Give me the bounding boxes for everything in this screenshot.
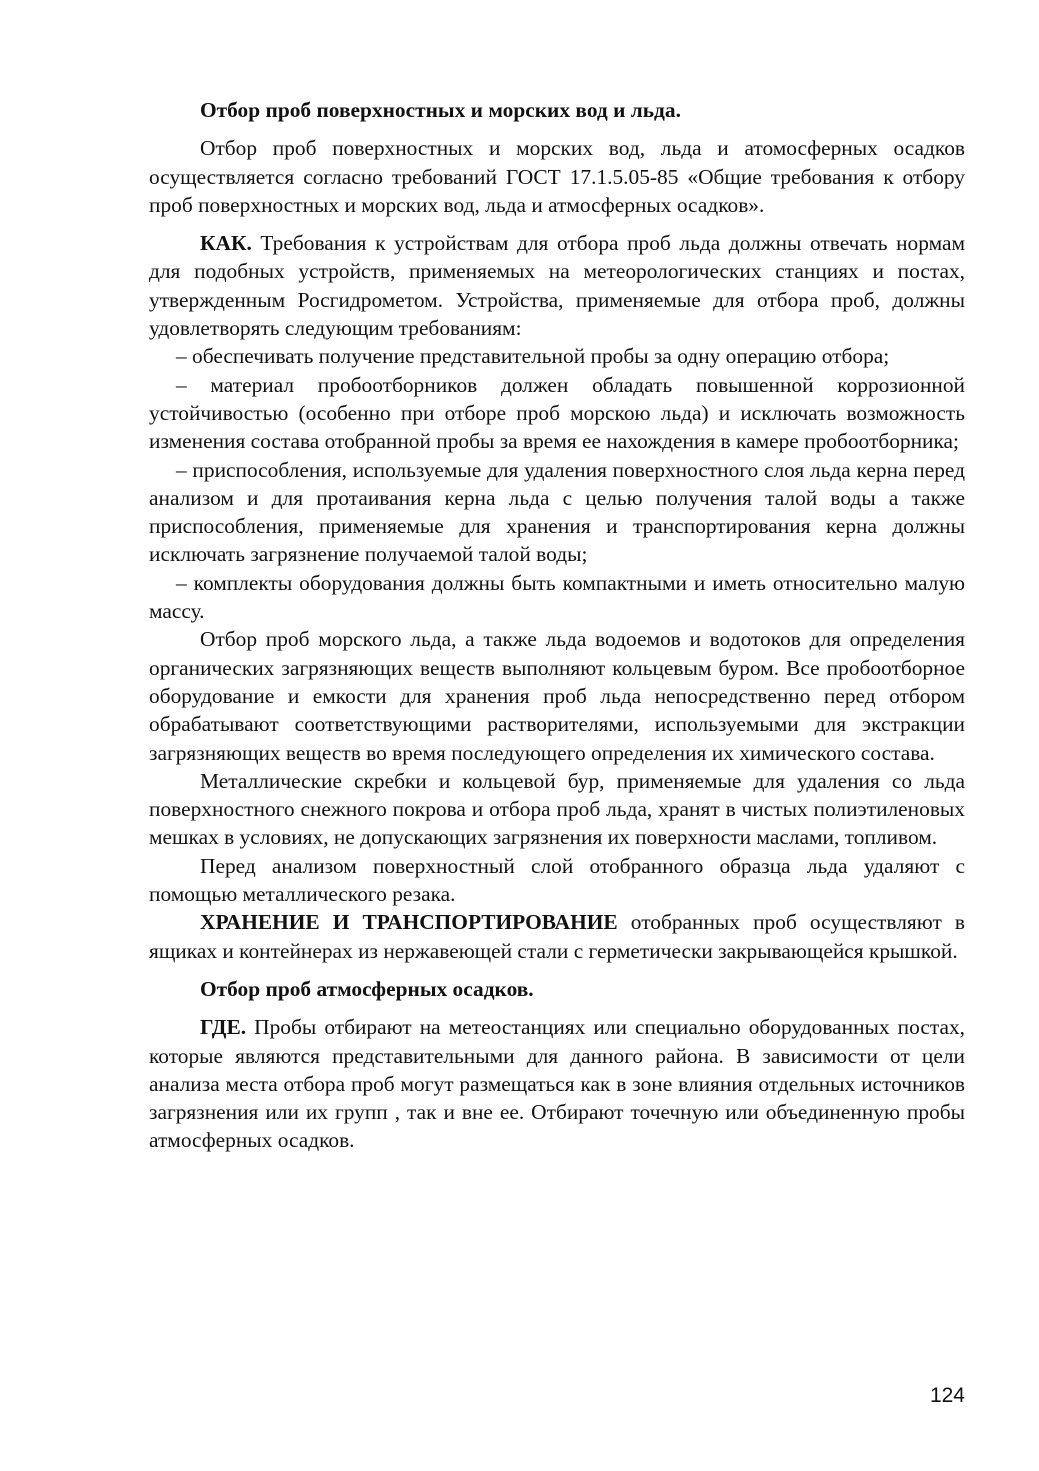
list-item-compact-equipment: – комплекты оборудования должны быть компактными и иметь относительно малую массу.: [149, 570, 965, 624]
list-item-no-contamination: – приспособления, используемые для удаления поверхностного слоя льда керна перед анализом и для протаивания керна льда с целью получения талой воды а также приспособления, применяемые для хранения и транспортирования керна должны исключать загрязнение получаемой талой воды;: [149, 457, 965, 567]
section-heading-water-ice: Отбор проб поверхностных и морских вод и льда.: [200, 98, 681, 122]
list-item-corrosion-resistance: – материал пробоотборников должен обладать повышенной коррозионной устойчивостью (особенно при отборе проб морскою льда) и исключать возможность изменения состава отобранной пробы за время ее нахождения в камере пробоотборника;: [149, 372, 965, 454]
where-text: Пробы отбирают на метеостанциях или специально оборудованных постах, которые являются представительными для данного района. В зависимости от цели анализа места отбора проб могут размещаться как в зоне влияния отдельных источников загрязнения или их групп , так и вне ее. Отбирают точечную или объединенную пробы атмосферных осадков.: [149, 1015, 965, 1153]
page-number: 124: [929, 1384, 965, 1407]
where-lead: ГДЕ.: [200, 1015, 247, 1040]
storage-lead: ХРАНЕНИЕ И ТРАНСПОРТИРОВАНИЕ: [200, 910, 618, 935]
how-lead: КАК.: [200, 231, 252, 256]
paragraph-gost: Отбор проб поверхностных и морских вод, льда и атомосферных осадков осуществляется согласно требований ГОСТ 17.1.5.05-85 «Общие требования к отбору проб поверхностных и морских вод, льда и атмосферных осадков».: [149, 136, 965, 217]
how-text: Требования к устройствам для отбора проб льда должны отвечать нормам для подобных устройств, применяемых на метеорологических станциях и постах, утвержденным Росгидрометом. Устройства, применяемые для отбора проб, должны удовлетворять следующим требованиям:: [149, 231, 965, 341]
paragraph-where: [149, 1013, 965, 1154]
paragraph-storage: [149, 908, 965, 965]
paragraph-scrapers: Металлические скребки и кольцевой бур, применяемые для удаления со льда поверхностного снежного покрова и отбора проб льда, хранят в чистых полиэтиленовых мешках в условиях, не допускающих загрязнения их поверхности маслами, топливом.: [149, 768, 965, 850]
section-heading-precipitation: Отбор проб атмосферных осадков.: [200, 976, 534, 1001]
list-item-representative-sample: – обеспечивать получение представительной пробы за одну операцию отбора;: [176, 344, 890, 369]
paragraph-how: [149, 229, 965, 342]
paragraph-ring-drill: Отбор проб морского льда, а также льда водоемов и водотоков для определения органических загрязняющих веществ выполняют кольцевым буром. Все пробоотборное оборудование и емкости для хранения проб льда непосредственно перед отбором обрабатывают соответствующими растворителями, используемыми для экстракции загрязняющих веществ во время последующего определения их химического состава.: [149, 627, 965, 765]
storage-text: отобранных проб осуществляют в ящиках и контейнерах из нержавеющей стали с герметически закрывающейся крышкой.: [149, 910, 965, 963]
page-content: [149, 96, 965, 1155]
paragraph-surface-layer: Перед анализом поверхностный слой отобранного образца льда удаляют с помощью металлического резака.: [149, 853, 965, 907]
